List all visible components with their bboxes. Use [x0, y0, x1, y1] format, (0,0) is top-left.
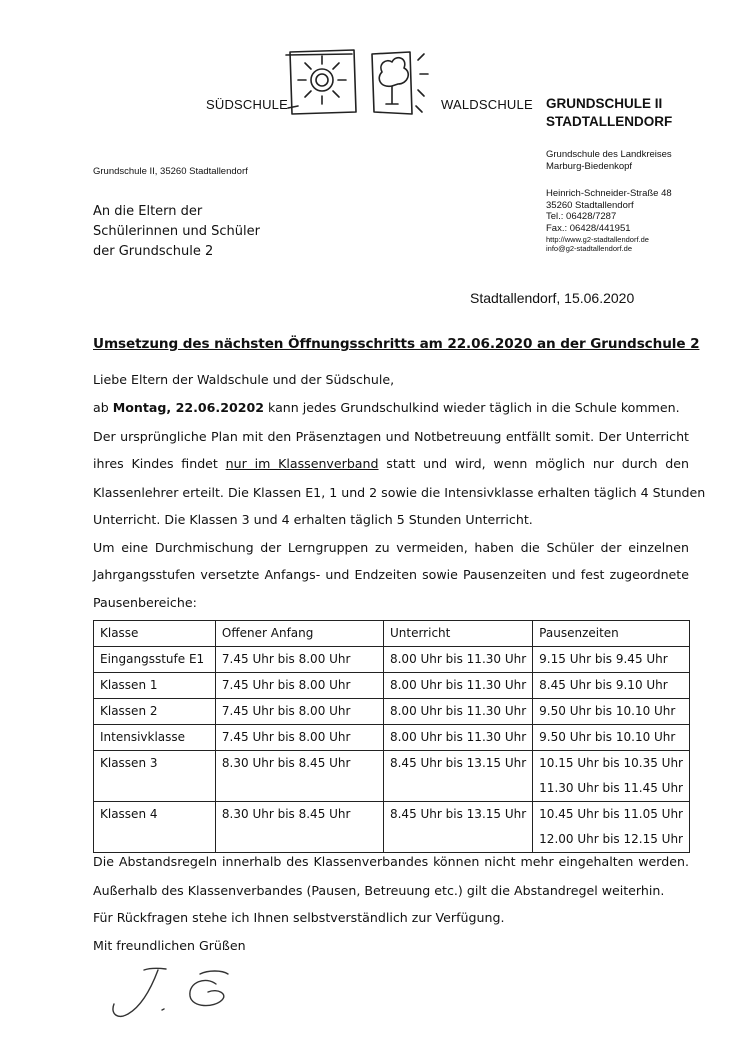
text-fragment: ihres Kindes findet [93, 456, 226, 471]
cell-unterricht: 8.45 Uhr bis 13.15 Uhr [383, 751, 532, 802]
recipient-line3: der Grundschule 2 [93, 244, 214, 259]
left-school-name: SÜDSCHULE [206, 97, 288, 112]
cell-unterricht: 8.00 Uhr bis 11.30 Uhr [383, 725, 532, 751]
recipient-line2: Schülerinnen und Schüler [93, 224, 260, 239]
table-row [94, 673, 690, 699]
signature [104, 962, 254, 1026]
table-row [94, 802, 690, 853]
header-cell: Klasse [94, 621, 216, 647]
text-fragment: statt und wird, wenn möglich nur durch den [378, 456, 690, 471]
recipient-address [93, 202, 260, 262]
suedschule-logo [284, 46, 360, 118]
school-name-line2: STADTALLENDORF [546, 114, 673, 129]
header-cell: Offener Anfang [215, 621, 383, 647]
cell-anfang: 7.45 Uhr bis 8.00 Uhr [215, 647, 383, 673]
body-line-9: Pausenbereiche: [93, 595, 197, 610]
subject-heading: Umsetzung des nächsten Öffnungsschritts am 22.06.2020 an der Grundschule 2 [93, 336, 700, 352]
header-cell: Unterricht [383, 621, 532, 647]
cell-pause [533, 751, 690, 802]
cell-anfang: 7.45 Uhr bis 8.00 Uhr [215, 725, 383, 751]
body-line-2 [93, 400, 689, 415]
body-line-8: Jahrgangsstufen versetzte Anfangs- und Endzeiten sowie Pausenzeiten und fest zugeordnete [93, 567, 689, 582]
body-line-4 [93, 456, 689, 471]
cell-anfang: 7.45 Uhr bis 8.00 Uhr [215, 673, 383, 699]
cell-pause: 8.45 Uhr bis 9.10 Uhr [533, 673, 690, 699]
text-fragment: kann jedes Grundschulkind wieder täglich in die Schule kommen. [264, 400, 680, 415]
closing: Mit freundlichen Grüßen [93, 938, 246, 953]
body-line-7: Um eine Durchmischung der Lerngruppen zu vermeiden, haben die Schüler der einzelnen [93, 540, 689, 555]
cell-klasse: Klassen 4 [94, 802, 216, 853]
contact-block [546, 188, 672, 234]
pause-entry: 11.30 Uhr bis 11.45 Uhr [539, 781, 683, 795]
cell-klasse: Klassen 1 [94, 673, 216, 699]
cell-klasse: Eingangsstufe E1 [94, 647, 216, 673]
table-header-row [94, 621, 690, 647]
cell-pause: 9.50 Uhr bis 10.10 Uhr [533, 699, 690, 725]
cell-unterricht: 8.00 Uhr bis 11.30 Uhr [383, 673, 532, 699]
pause-entry: 10.15 Uhr bis 10.35 Uhr [539, 756, 683, 770]
schedule-table [93, 620, 690, 853]
cell-unterricht: 8.00 Uhr bis 11.30 Uhr [383, 647, 532, 673]
body-line-3: Der ursprüngliche Plan mit den Präsenztagen und Notbetreuung entfällt somit. Der Unterricht [93, 429, 689, 444]
cell-klasse: Klassen 2 [94, 699, 216, 725]
pause-entry: 12.00 Uhr bis 12.15 Uhr [539, 832, 683, 846]
after-line-2: Außerhalb des Klassenverbandes (Pausen, Betreuung etc.) gilt die Abstandregel weiterhin. [93, 883, 665, 898]
cell-pause [533, 802, 690, 853]
school-name-line1: GRUNDSCHULE II [546, 96, 663, 111]
greeting: Liebe Eltern der Waldschule und der Südschule, [93, 372, 395, 387]
cell-anfang: 8.30 Uhr bis 8.45 Uhr [215, 751, 383, 802]
district-line2: Marburg-Biedenkopf [546, 160, 633, 172]
table-row [94, 725, 690, 751]
text-fragment: ab [93, 400, 113, 415]
cell-unterricht: 8.45 Uhr bis 13.15 Uhr [383, 802, 532, 853]
cell-anfang: 7.45 Uhr bis 8.00 Uhr [215, 699, 383, 725]
phone: Tel.: 06428/7287 [546, 211, 617, 222]
cell-klasse: Intensivklasse [94, 725, 216, 751]
start-date: Montag, 22.06.20202 [112, 400, 265, 415]
emphasis-underline: nur im Klassenverband [225, 456, 379, 471]
body-line-5: Klassenlehrer erteilt. Die Klassen E1, 1 und 2 sowie die Intensivklasse erhalten täglich 4 Stunden [93, 485, 706, 500]
pause-entry: 10.45 Uhr bis 11.05 Uhr [539, 807, 683, 821]
table-row [94, 751, 690, 802]
fax: Fax.: 06428/441951 [546, 222, 631, 234]
cell-anfang: 8.30 Uhr bis 8.45 Uhr [215, 802, 383, 853]
table-row [94, 699, 690, 725]
sender-line: Grundschule II, 35260 Stadtallendorf [93, 166, 248, 177]
cell-pause: 9.15 Uhr bis 9.45 Uhr [533, 647, 690, 673]
cell-pause: 9.50 Uhr bis 10.10 Uhr [533, 725, 690, 751]
waldschule-logo [366, 46, 432, 118]
recipient-line1: An die Eltern der [93, 204, 203, 219]
district-line1: Grundschule des Landkreises [546, 149, 672, 160]
district-info [546, 149, 672, 172]
street: Heinrich-Schneider-Straße 48 [546, 188, 672, 199]
date-line: Stadtallendorf, 15.06.2020 [470, 290, 635, 306]
after-line-3: Für Rückfragen stehe ich Ihnen selbstverständlich zur Verfügung. [93, 910, 505, 925]
website-link[interactable]: http://www.g2-stadtallendorf.de [546, 235, 649, 244]
table-row [94, 647, 690, 673]
cell-klasse: Klassen 3 [94, 751, 216, 802]
web-contact [546, 235, 649, 253]
email-link[interactable]: info@g2-stadtallendorf.de [546, 244, 633, 253]
body-line-6: Unterricht. Die Klassen 3 und 4 erhalten täglich 5 Stunden Unterricht. [93, 512, 533, 527]
header-cell: Pausenzeiten [533, 621, 690, 647]
city: 35260 Stadtallendorf [546, 199, 634, 211]
right-school-name: WALDSCHULE [441, 97, 533, 112]
after-line-1: Die Abstandsregeln innerhalb des Klassenverbandes können nicht mehr eingehalten werden. [93, 854, 689, 869]
cell-unterricht: 8.00 Uhr bis 11.30 Uhr [383, 699, 532, 725]
